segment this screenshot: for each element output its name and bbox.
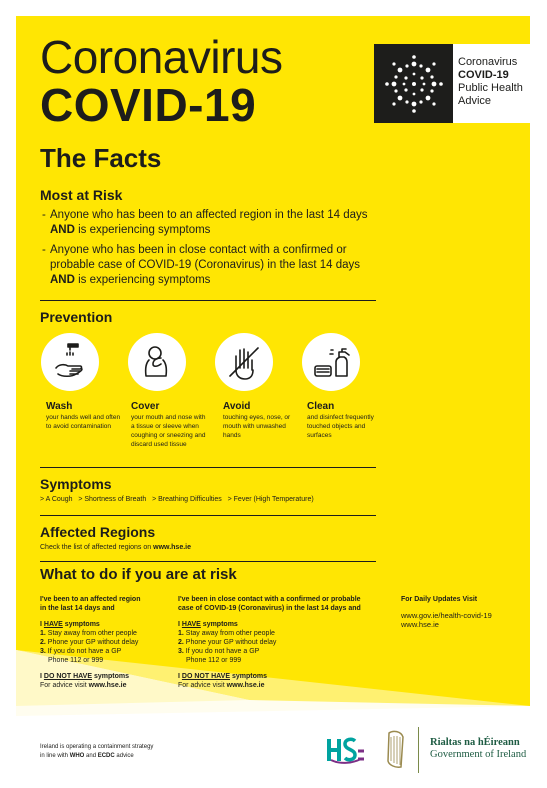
affected-regions-heading: Affected Regions (40, 524, 156, 540)
no-touch-hand-icon (215, 333, 273, 391)
hse-link[interactable]: www.hse.ie (401, 620, 439, 629)
advice-line: For advice visit www.hse.ie (178, 682, 265, 689)
divider (40, 467, 376, 468)
hse-link[interactable]: www.hse.ie (88, 682, 127, 689)
dash: - (42, 244, 46, 256)
what-to-do-column-2 (178, 595, 388, 690)
step-2: 2. Phone your GP without delay (40, 639, 139, 646)
step-3: 3. If you do not have a GP (40, 648, 122, 655)
column-2-heading (178, 595, 388, 613)
risk-item-1-rest: is experiencing symptoms (78, 224, 211, 236)
symptoms-list: > A Cough > Shortness of Breath > Breathing Difficulties > Fever (High Temperature) (40, 496, 314, 503)
advice-line: For advice visit www.hse.ie (40, 682, 127, 689)
divider (40, 300, 376, 301)
gov-link[interactable]: www.gov.ie/health-covid-19 (401, 611, 492, 620)
logo-line-2: COVID-19 (458, 69, 509, 81)
risk-item-1 (42, 208, 382, 238)
and-emphasis: AND (50, 224, 75, 236)
covid-logo (374, 44, 530, 123)
phone-numbers: Phone 112 or 999 (186, 657, 242, 664)
logo-line-4: Advice (458, 95, 492, 107)
prevention-desc-clean: and disinfect frequently touched objects and surfaces (307, 414, 374, 439)
step-1: 1. Stay away from other people (178, 630, 275, 637)
risk-item-2-line-1: Anyone who has been in close contact with a confirmed or (50, 244, 347, 256)
column-2-heading-line-2: case of COVID-19 (Coronavirus) in the last 14 days and (178, 605, 361, 612)
prevention-title-cover: Cover (131, 401, 160, 412)
logo-line-3: Public Health (458, 82, 523, 94)
cleaning-spray-icon (302, 333, 360, 391)
step-3: 3. If you do not have a GP (178, 648, 260, 655)
what-to-do-column-1 (40, 595, 170, 690)
virus-icon (374, 44, 453, 123)
footer-line-1: Ireland is operating a containment strategy (40, 744, 154, 750)
daily-updates-heading: For Daily Updates Visit (401, 596, 478, 603)
risk-item-1-line-1: Anyone who has been to an affected region in the last 14 days (50, 209, 368, 221)
column-1-heading-line-1: I've been to an affected region (40, 596, 141, 603)
risk-item-2-rest: is experiencing symptoms (78, 274, 211, 286)
no-symptoms-label: I DO NOT HAVE symptoms (40, 673, 129, 680)
prevention-title-wash: Wash (46, 401, 73, 412)
have-symptoms-label: I HAVE symptoms (40, 621, 100, 628)
title-covid: COVID-19 (40, 79, 257, 131)
title-coronavirus: Coronavirus (40, 31, 283, 83)
prevention-desc-cover: your mouth and nose with a tissue or sleeve when coughing or sneezing and discard used tissue (131, 414, 206, 448)
cough-elbow-icon (128, 333, 186, 391)
what-to-do-heading: What to do if you are at risk (40, 566, 237, 583)
footer-line-2: in line with WHO and ECDC advice (40, 753, 134, 759)
hand-wash-icon (41, 333, 99, 391)
daily-updates (401, 595, 526, 629)
footer-note (40, 743, 153, 761)
logo-text (458, 56, 523, 108)
prevention-desc-avoid: touching eyes, nose, or mouth with unwashed hands (223, 414, 291, 439)
page-subtitle: The Facts (40, 143, 162, 173)
hse-link[interactable]: www.hse.ie (226, 682, 265, 689)
divider (418, 727, 419, 773)
dash: - (42, 209, 46, 221)
divider (40, 561, 376, 562)
affected-text: Check the list of affected regions on (40, 544, 152, 551)
no-symptoms-label: I DO NOT HAVE symptoms (178, 673, 267, 680)
harp-icon (384, 729, 406, 771)
government-of-ireland-logo (430, 737, 526, 761)
government-english: Government of Ireland (430, 749, 527, 760)
logo-line-1: Coronavirus (458, 56, 518, 68)
step-2: 2. Phone your GP without delay (178, 639, 277, 646)
most-at-risk-heading: Most at Risk (40, 187, 123, 203)
phone-numbers: Phone 112 or 999 (48, 657, 104, 664)
prevention-title-avoid: Avoid (223, 401, 251, 412)
risk-item-2 (42, 243, 382, 288)
prevention-heading: Prevention (40, 309, 113, 325)
prevention-desc-wash: your hands well and often to avoid contamination (46, 414, 121, 430)
have-symptoms-label: I HAVE symptoms (178, 621, 238, 628)
and-emphasis: AND (50, 274, 75, 286)
step-1: 1. Stay away from other people (40, 630, 137, 637)
column-1-heading-line-2: in the last 14 days and (40, 605, 115, 612)
hse-link[interactable]: www.hse.ie (153, 544, 191, 551)
affected-regions-text (40, 544, 191, 551)
risk-item-2-line-2: probable case of COVID-19 (Coronavirus) in the last 14 days (50, 259, 361, 271)
symptoms-heading: Symptoms (40, 476, 112, 492)
hse-logo (325, 735, 365, 765)
prevention-title-clean: Clean (307, 401, 335, 412)
column-2-heading-line-1: I've been in close contact with a confirmed or probable (178, 596, 361, 603)
divider (40, 515, 376, 516)
government-irish: Rialtas na hÉireann (430, 737, 520, 748)
column-1-heading (40, 595, 170, 613)
